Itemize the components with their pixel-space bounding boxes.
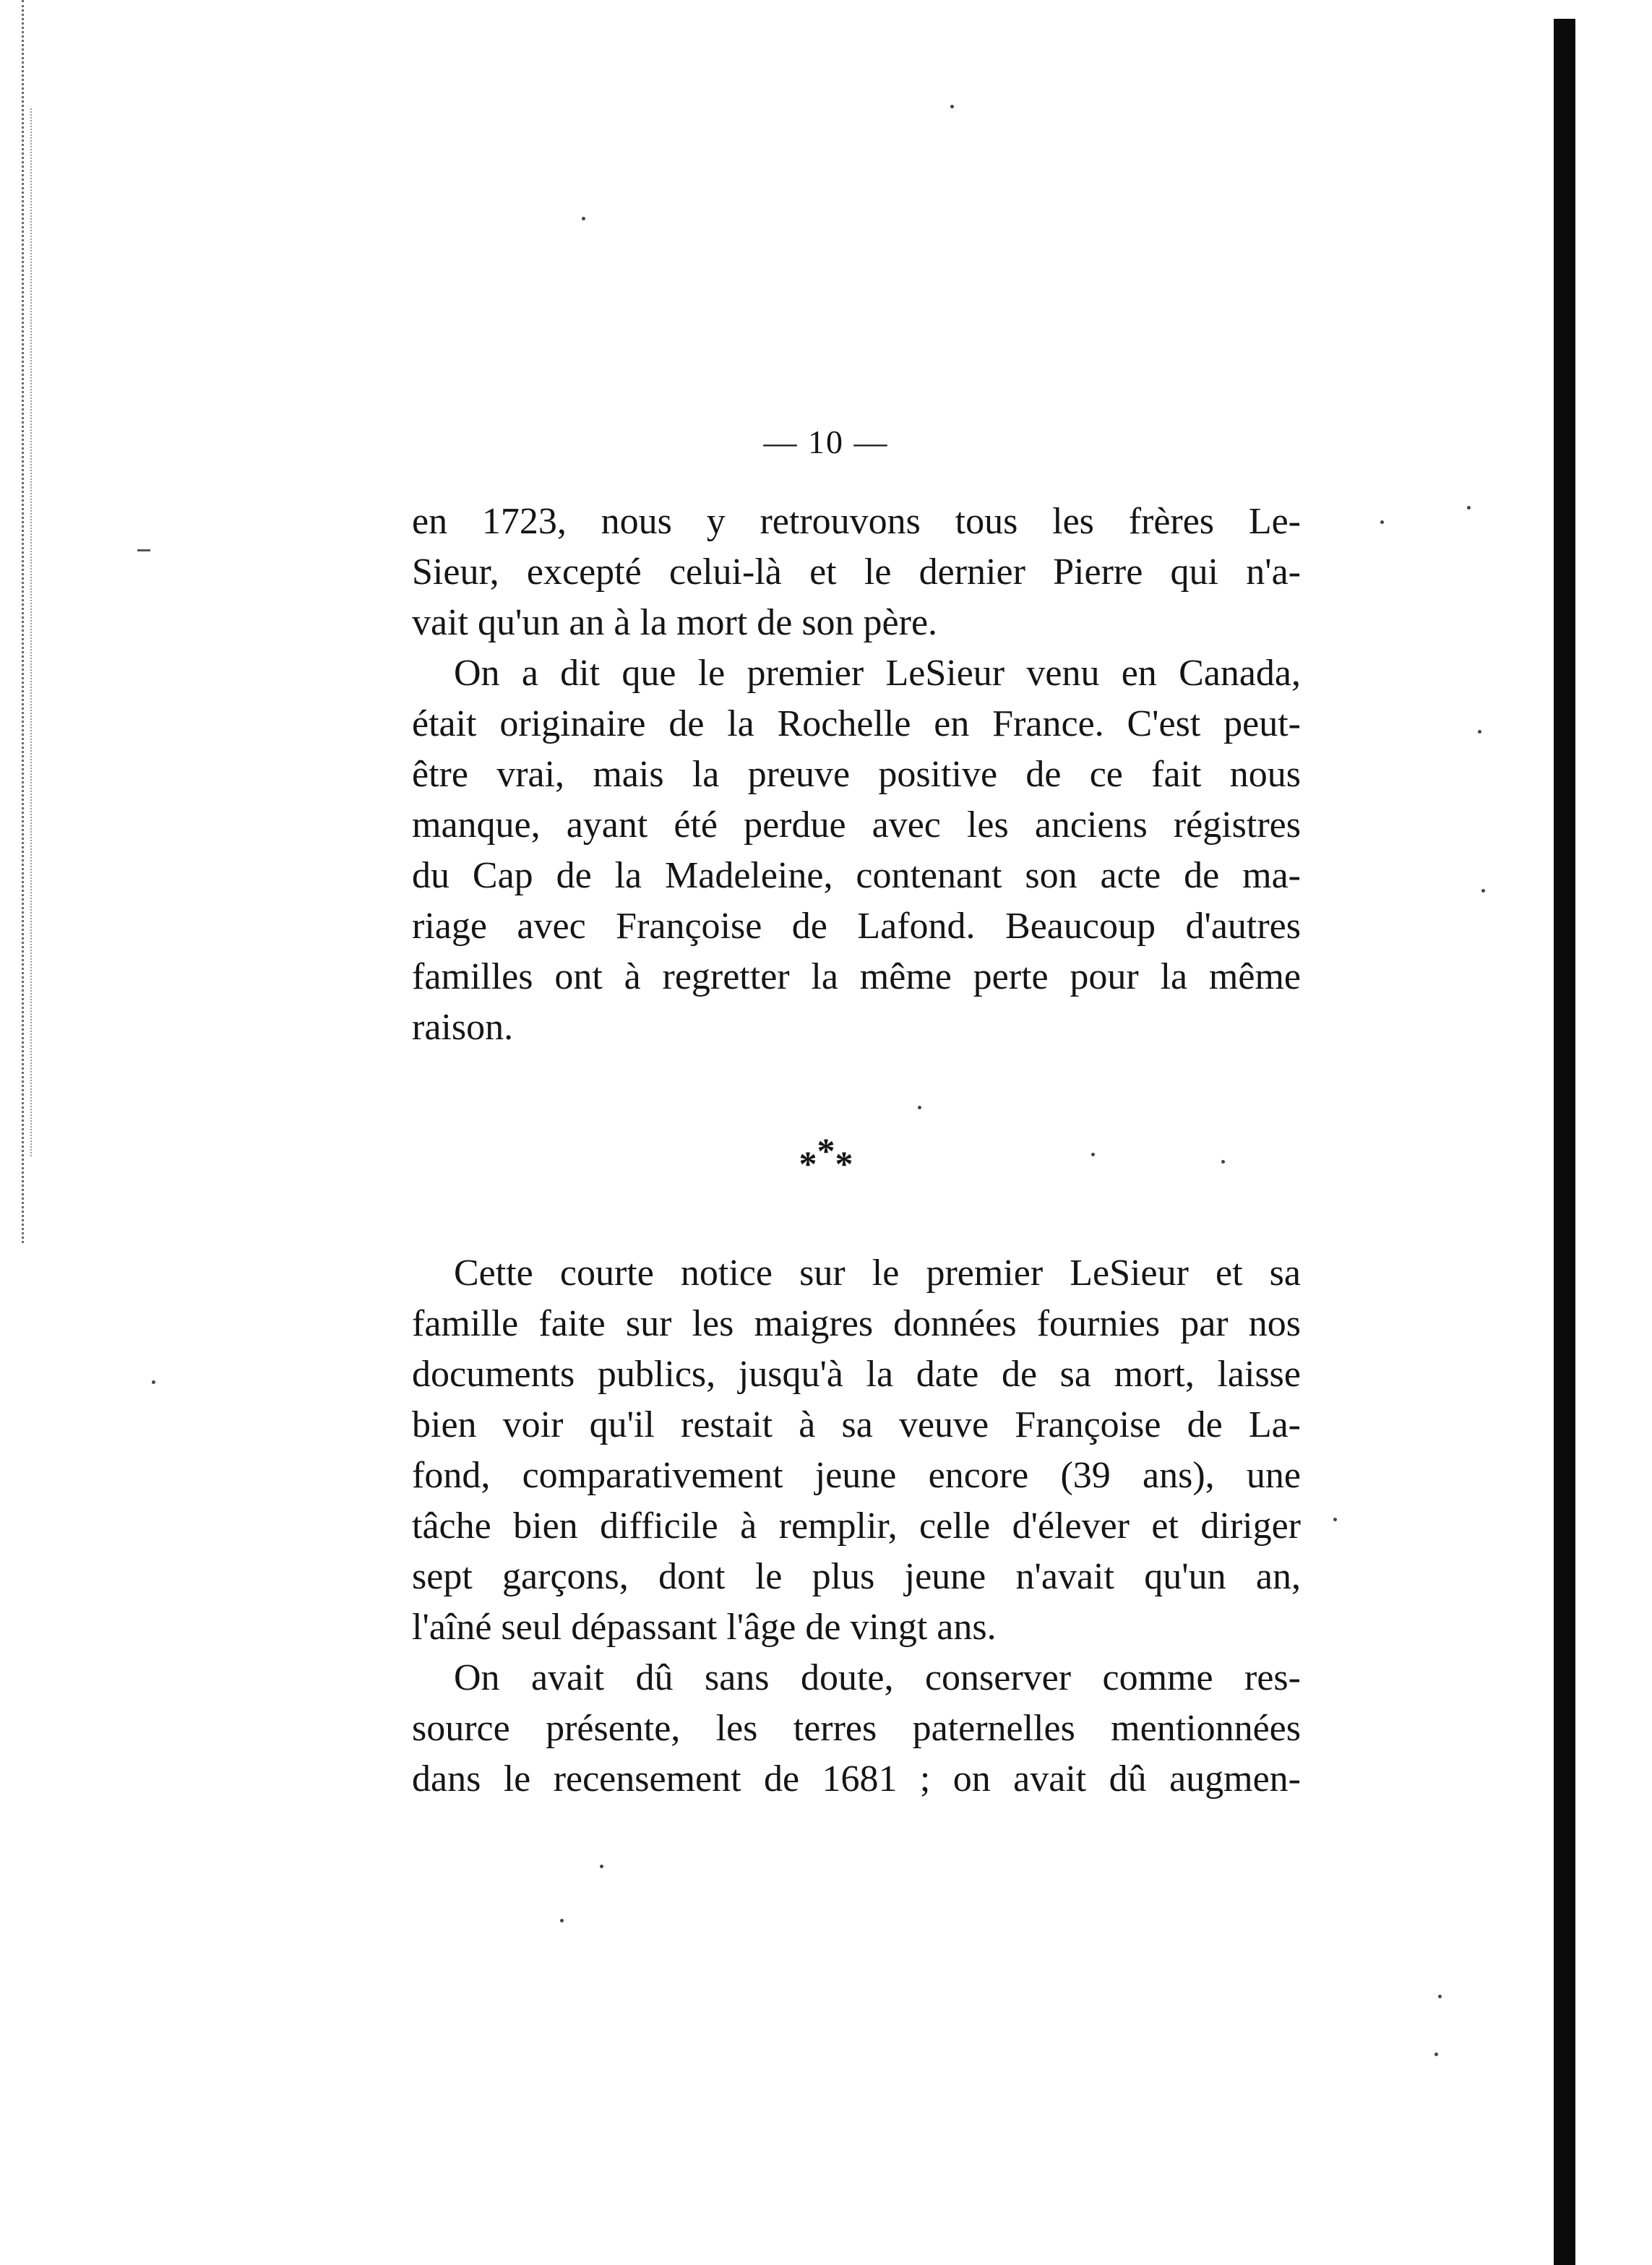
scan-speck [1478,730,1481,734]
text-line: famille faite sur les maigres données fournies par nos [412,1303,1301,1344]
text-line: en 1723, nous y retrouvons tous les frères Le- [412,501,1301,542]
text-line: fond, comparativement jeune encore (39 ans), une [412,1455,1301,1496]
text-line: vait qu'un an à la mort de son père. [412,602,938,643]
scan-edge-left [22,0,24,1243]
text-line: On a dit que le premier LeSieur venu en Canada, [454,653,1301,694]
scan-speck [918,1106,921,1109]
scan-speck [560,1919,564,1922]
text-line: riage avec Françoise de Lafond. Beaucoup d'autres [412,906,1301,947]
text-line: manque, ayant été perdue avec les anciens régistres [412,804,1301,846]
text-line: sept garçons, dont le plus jeune n'avait qu'un an, [412,1556,1301,1597]
text-line: était originaire de la Rochelle en France. C'est peut- [412,703,1301,744]
text-block-upper [412,497,1301,1053]
scan-speck [1434,2053,1438,2056]
text-line: être vrai, mais la preuve positive de ce fait nous [412,754,1301,795]
text-line: bien voir qu'il restait à sa veuve Françoise de La- [412,1404,1301,1445]
scan-edge-left-inner [30,108,32,1156]
scan-speck [1333,1518,1337,1521]
separator-star: * [799,1143,817,1184]
text-line: raison. [412,1007,514,1048]
text-line: familles ont à regretter la même perte pour la même [412,956,1301,997]
text-block-lower [412,1248,1301,1805]
separator-star: * [817,1130,835,1171]
text-line: du Cap de la Madeleine, contenant son acte de ma- [412,855,1301,896]
text-line: documents publics, jusqu'à la date de sa mort, laisse [412,1354,1301,1395]
scan-speck [600,1865,603,1868]
separator-star: * [835,1143,853,1184]
scan-speck [1481,889,1485,893]
scan-mark [137,549,150,551]
text-line: tâche bien difficile à remplir, celle d'élever et diriger [412,1505,1301,1547]
page-number: — 10 — [763,424,889,460]
text-line: Sieur, excepté celui-là et le dernier Pierre qui n'a- [412,551,1301,593]
scan-speck [152,1380,155,1384]
scan-speck [1380,520,1384,524]
scan-speck [1467,506,1471,510]
text-line: dans le recensement de 1681 ; on avait dû augmen- [412,1758,1301,1800]
text-line: source présente, les terres paternelles mentionnées [412,1708,1301,1749]
text-line: On avait dû sans doute, conserver comme res- [454,1657,1301,1698]
paragraph [412,648,1301,1053]
text-line: l'aîné seul dépassant l'âge de vingt ans. [412,1607,997,1648]
section-separator [0,1130,1652,1185]
paragraph [412,1653,1301,1805]
scan-speck [582,217,585,220]
paragraph [412,497,1301,648]
text-line: Cette courte notice sur le premier LeSieur et sa [454,1252,1301,1294]
scan-speck [950,105,954,108]
scan-speck [1438,1995,1442,1998]
paragraph [412,1248,1301,1653]
